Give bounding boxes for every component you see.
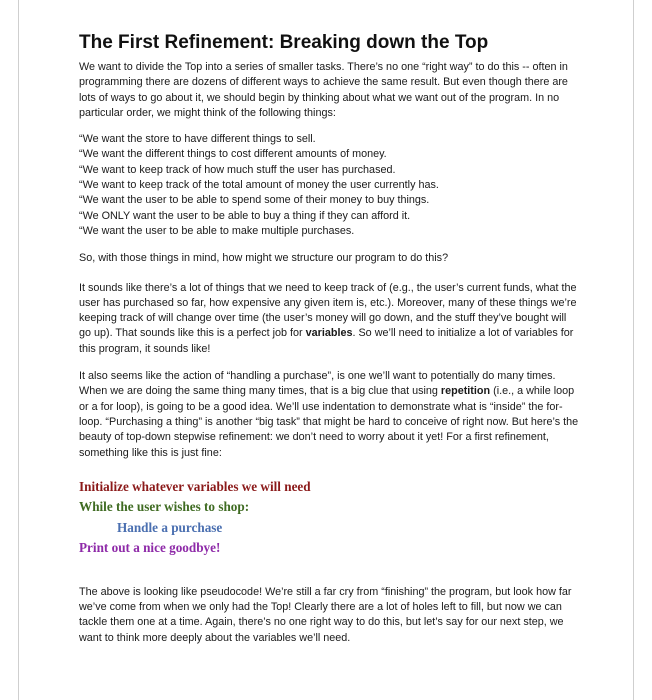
closing-paragraph: The above is looking like pseudocode! We’re still a far cry from “finishing” the program, but look how far we’ve come from when we only had the Top! Clearly there are a lot of holes left to fill, but now we can tackle them one at a time. Again, there’s no one right way to do this, but let’s say for our next step, we want to think more deeply about the variables we’ll need. <box>79 585 572 644</box>
pseudocode-line-handle: Handle a purchase <box>117 519 223 535</box>
list-item: “We want the user to be able to spend some of their money to buy things. <box>79 194 430 207</box>
variables-paragraph-text: It sounds like there’s a lot of things that we need to keep track of (e.g., the user’s current funds, what the user has purchased so far, how expensive any given item is, etc.). Moreover, many of these things we’re keeping track of will change over time (the user’s money will go down, and the stuff they’ve bought will go up). That sounds like this is a perfect job for <box>79 281 577 340</box>
variables-paragraph-text-end: . So we’ll need to initialize a lot of variables for this program, it sounds like! <box>79 327 574 355</box>
variables-term: variables <box>305 327 353 340</box>
repetition-paragraph-text: It also seems like the action of “handling a purchase”, is one we’ll want to potentially do many times. When we are doing the same thing many times, that is a big clue that using <box>79 370 556 398</box>
list-item: “We want to keep track of how much stuff the user has purchased. <box>79 163 396 176</box>
document-content <box>79 32 579 646</box>
question-paragraph: So, with those things in mind, how might we structure our program to do this? <box>79 252 449 265</box>
pseudocode-line-initialize: Initialize whatever variables we will need <box>79 478 311 494</box>
variables-paragraph <box>79 281 579 357</box>
document-page <box>18 0 634 700</box>
list-item: “We want the store to have different things to sell. <box>79 133 316 146</box>
list-item: “We ONLY want the user to be able to buy a thing if they can afford it. <box>79 209 411 222</box>
list-item: “We want the user to be able to make multiple purchases. <box>79 224 355 237</box>
repetition-paragraph-text-end: (i.e., a while loop or a for loop), is going to be a good idea. We’ll use indentation to demonstrate what is “inside” the for-loop. “Purchasing a thing” is another “big task” that might be hard to conceive of right now. But here’s the beauty of top-down stepwise refinement: we don’t need to worry about it yet! For a first refinement, something like this is just fine: <box>79 385 579 459</box>
list-item: “We want the different things to cost different amounts of money. <box>79 148 387 161</box>
page-title: The First Refinement: Breaking down the Top <box>79 32 489 53</box>
requirements-list <box>79 132 579 239</box>
list-item: “We want to keep track of the total amount of money the user currently has. <box>79 179 439 192</box>
pseudocode-line-print: Print out a nice goodbye! <box>79 540 221 556</box>
intro-paragraph: We want to divide the Top into a series of smaller tasks. There’s no one “right way” to do this -- often in programming there are dozens of different ways to achieve the same result. But even though there are lots of ways to go about it, we should begin by thinking about what we want out of the program. In no particular order, we might think of the following things: <box>79 61 568 119</box>
repetition-term: repetition <box>440 385 491 398</box>
repetition-paragraph <box>79 369 579 461</box>
pseudocode-line-while: While the user wishes to shop: <box>79 499 250 515</box>
pseudocode-block <box>79 477 579 559</box>
